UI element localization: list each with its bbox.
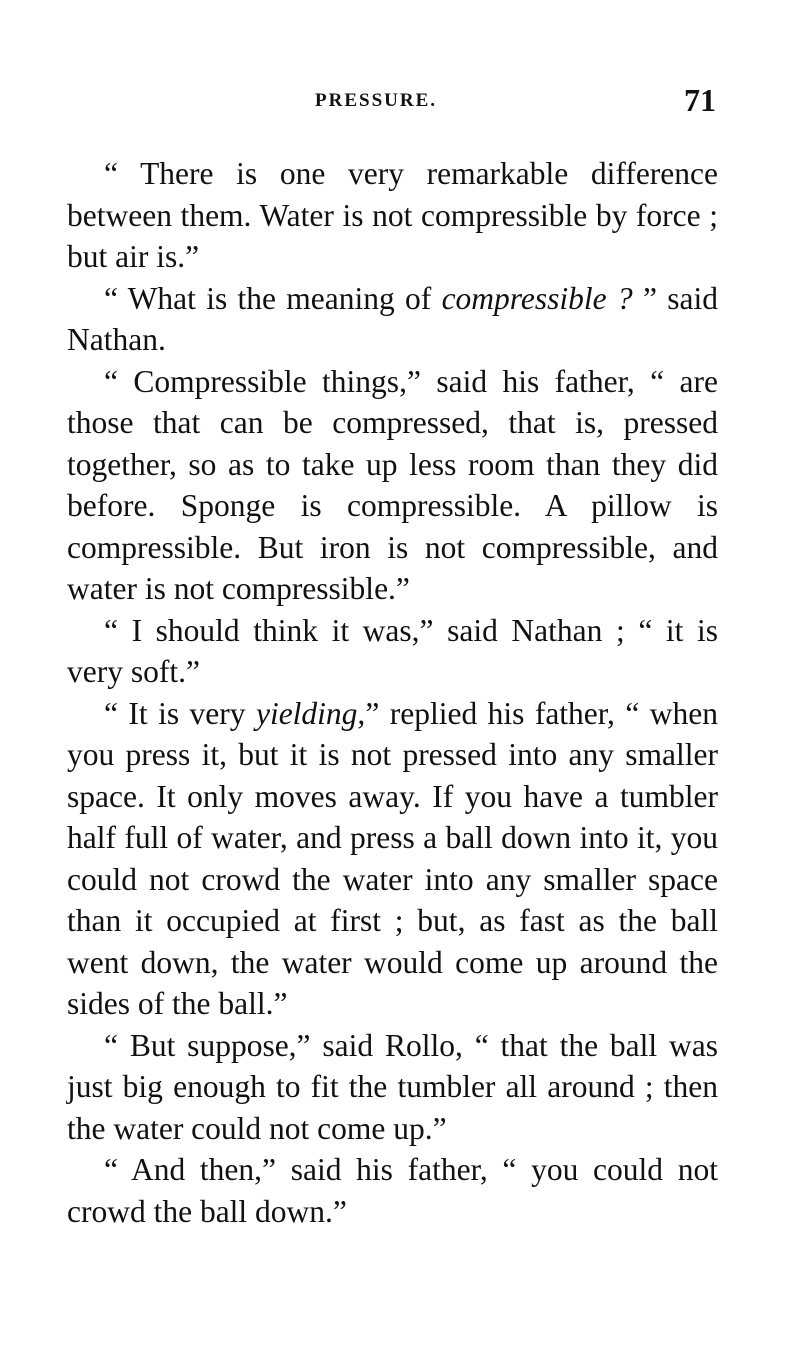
paragraph-5-italic-term: yielding, (255, 695, 366, 731)
paragraph-2-italic-term: compressible ? (441, 280, 633, 316)
paragraph-4-text: “ I should think it was,” said Nathan ; “ it is very soft.” (67, 612, 718, 689)
paragraph-2-text-end: ” said Nathan. (67, 280, 718, 357)
body-text (67, 153, 718, 1232)
paragraph-6-text: “ But suppose,” said Rollo, “ that the ball was just big enough to fit the tumbler all around ; then the water could not come up.” (67, 1027, 718, 1146)
paragraph-6 (67, 1025, 718, 1150)
paragraph-5 (67, 693, 718, 1025)
paragraph-2 (67, 278, 718, 361)
paragraph-3 (67, 361, 718, 610)
page-number: 71 (684, 82, 716, 118)
paragraph-5-text-start: “ It is very (104, 695, 256, 731)
paragraph-5-text-end: ” replied his father, “ when you press it, but it is not pressed into any smaller space. It only moves away. If you have a tumbler half full of water, and press a ball down into it, you could not crowd the water into any smaller space than it occupied at first ; but, as fast as the ball went down, the water would come up around the sides of the ball.” (67, 695, 718, 1021)
paragraph-1 (67, 153, 718, 278)
paragraph-7-text: “ And then,” said his father, “ you could not crowd the ball down.” (67, 1152, 718, 1229)
paragraph-7 (67, 1149, 718, 1232)
paragraph-3-text: “ Compressible things,” said his father, “ are those that can be compressed, that is, pressed together, so as to take up less room than they did before. Sponge is compressible. A pillow is compressible. But iron is not compressible, and water is not compressible.” (67, 363, 718, 606)
running-head (65, 82, 720, 122)
paragraph-4 (67, 610, 718, 693)
running-title: PRESSURE. (315, 90, 437, 111)
paragraph-1-text: “ There is one very remarkable difference between them. Water is not compressible by force ; but air is.” (67, 156, 718, 274)
paragraph-2-text-start: “ What is the meaning of (104, 280, 442, 316)
